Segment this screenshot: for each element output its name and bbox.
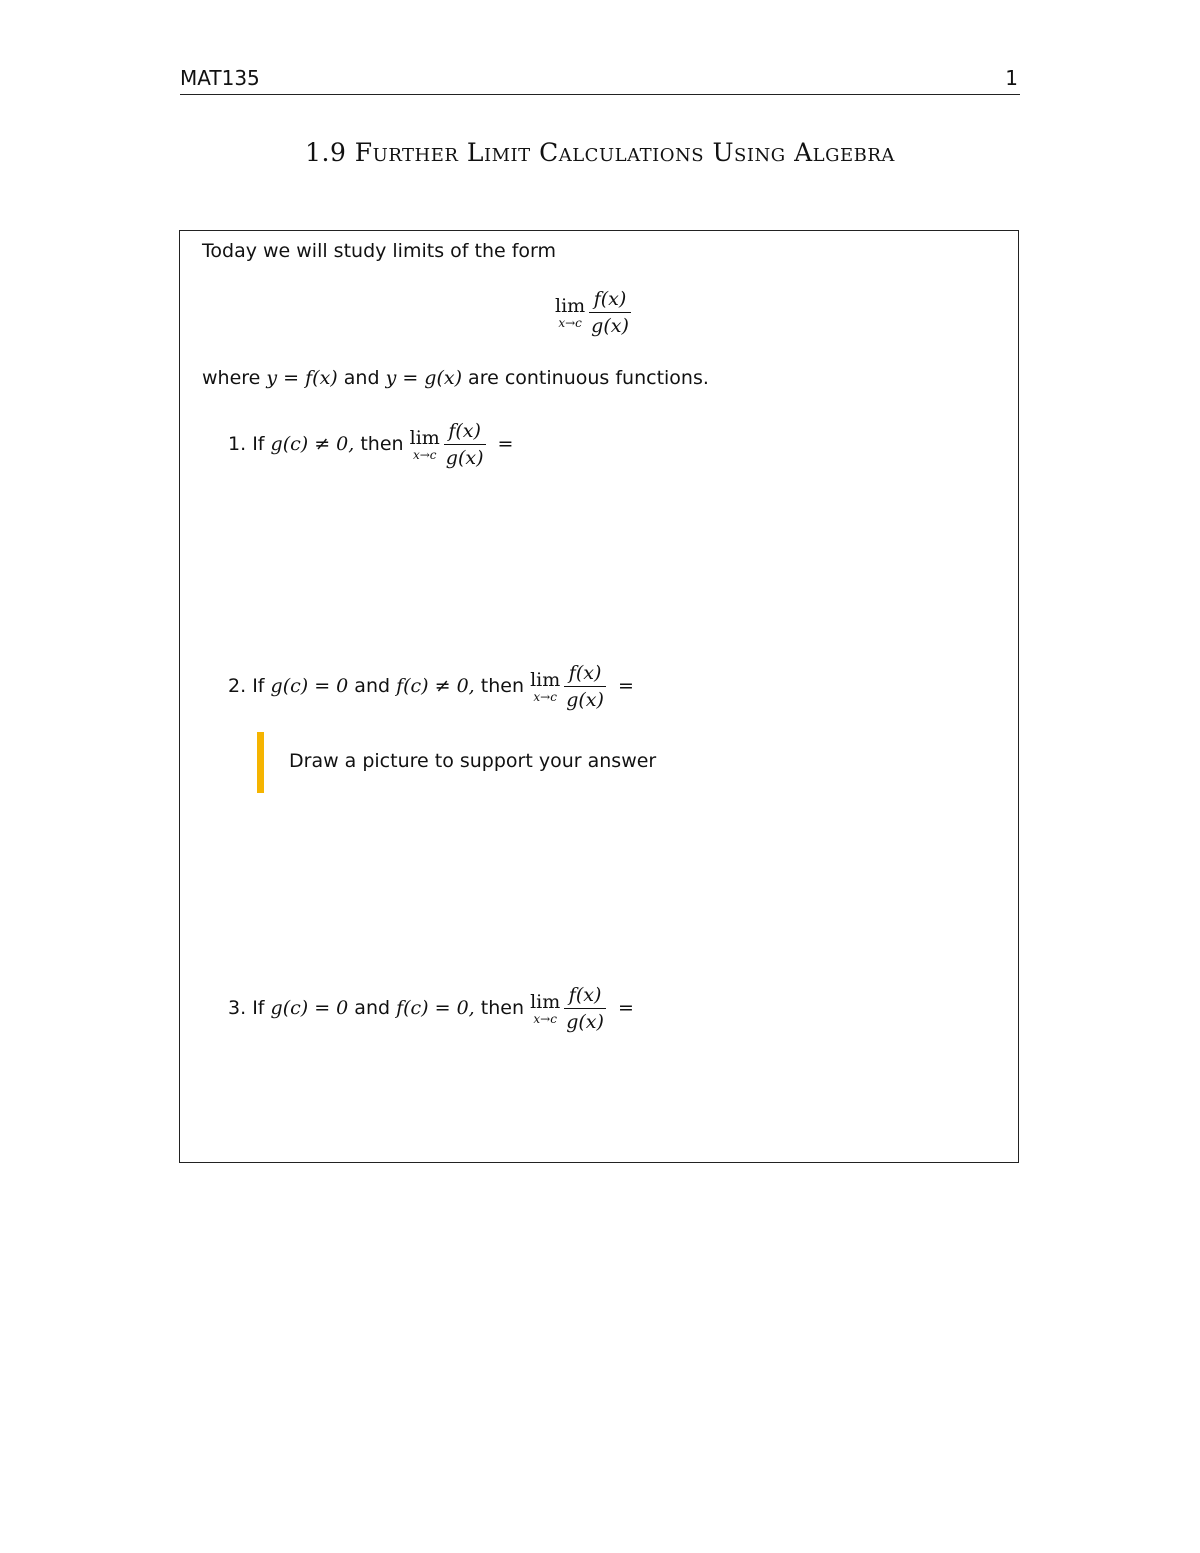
- list-item-3: 3. If g(c) = 0 and f(c) = 0, then lim x→c $\frac{f(x)}{g(x)}$ =: [228, 984, 634, 1033]
- section-title: 1.9 Further Limit Calculations Using Algebra: [305, 138, 895, 167]
- lim-operator: lim x→c: [409, 426, 440, 462]
- course-code: MAT135: [180, 66, 260, 90]
- page-header: [180, 66, 1020, 95]
- lim-operator: lim x→c: [530, 990, 561, 1026]
- callout-text: Draw a picture to support your answer: [289, 750, 657, 772]
- list-item-2: 2. If g(c) = 0 and f(c) ≠ 0, then lim x→c $\frac{f(x)}{g(x)}$ =: [228, 662, 634, 711]
- fraction: $\frac{f(x)}{g(x)}$: [591, 288, 629, 337]
- list-item-1: 1. If g(c) ≠ 0, then lim x→c $\frac{f(x)}{g(x)}$ =: [228, 420, 514, 469]
- fraction: $\frac{f(x)}{g(x)}$: [445, 420, 484, 469]
- lim-operator: lim x→c: [555, 294, 586, 330]
- display-limit-formula: [555, 287, 631, 338]
- fraction: $\frac{f(x)}{g(x)}$: [566, 984, 604, 1033]
- lim-operator: lim x→c: [530, 668, 561, 704]
- callout-accent-bar: [257, 732, 264, 793]
- page-number: 1: [1005, 66, 1018, 90]
- intro-text: Today we will study limits of the form: [202, 240, 557, 262]
- fraction: $\frac{f(x)}{g(x)}$: [566, 662, 604, 711]
- where-line: where y = f(x) and y = g(x) are continuous functions.: [202, 367, 709, 389]
